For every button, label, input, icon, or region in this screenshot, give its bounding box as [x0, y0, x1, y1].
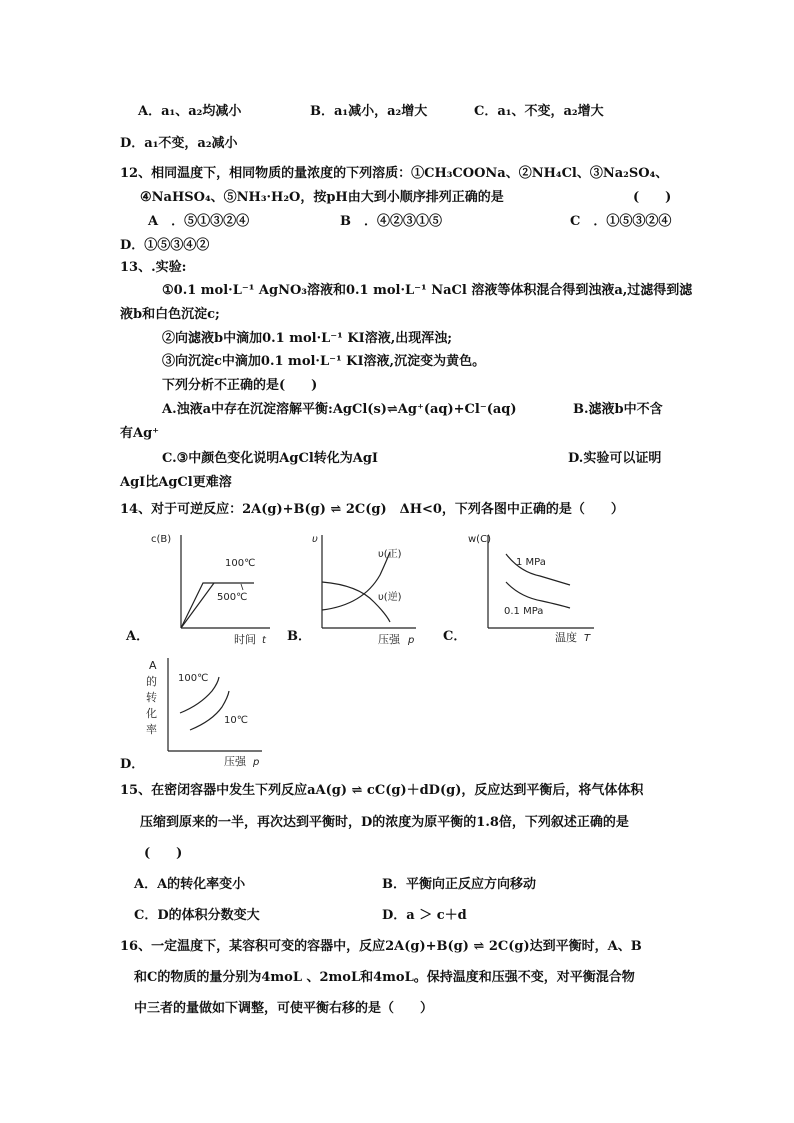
q13-option-b: B.滤液b中不含 [573, 402, 663, 417]
q12-stem-line2: ④NaHSO₄、⑤NH₃·H₂O，按pH由大到小顺序排列正确的是 [140, 190, 504, 205]
q14-letter-b: B． [287, 629, 311, 644]
q14-graph-d [140, 653, 265, 768]
q13-step1-line2: 液b和白色沉淀c; [120, 307, 220, 322]
q14-letter-c: C． [443, 629, 467, 644]
q12-option-c: C ．①⑤③②④ [570, 214, 672, 229]
q11-option-a: A．a₁、a₂均减小 [138, 104, 242, 119]
q15-option-a: A．A的转化率变小 [134, 877, 246, 892]
q14-letter-a: A． [126, 629, 150, 644]
graph-c-curve-1mpa: 1 MPa [516, 557, 546, 568]
q12-option-a: A ．⑤①③②④ [148, 214, 250, 229]
graph-a-curve-100c: 100℃ [225, 558, 256, 569]
graph-d-y-label-5: 率 [146, 723, 157, 736]
q13-stem: 13、.实验: [120, 260, 187, 275]
q14-stem: 14、对于可逆反应：2A(g)+B(g) ⇌ 2C(g) ΔH<0，下列各图中正确的是（ ） [120, 502, 624, 517]
q13-step3: ③向沉淀c中滴加0.1 mol·L⁻¹ KI溶液,沉淀变为黄色。 [162, 354, 486, 369]
q15-answer-paren: ( ) [144, 846, 183, 861]
q13-option-b-cont: 有Ag⁺ [120, 426, 160, 441]
q13-question: 下列分析不正确的是( ) [162, 378, 318, 393]
graph-b-curve-reverse: υ(逆) [378, 592, 402, 603]
q13-option-d: D.实验可以证明 [568, 451, 662, 466]
graph-d-y-label-3: 转 [146, 691, 157, 704]
graph-d-curve-10c: 10℃ [224, 715, 248, 726]
graph-b-curve-forward: υ(正) [378, 549, 402, 560]
graph-d-curve-100c: 100℃ [178, 673, 209, 684]
graph-a-x-label: 时间 [234, 633, 256, 645]
graph-c-y-label: w(C) [468, 534, 491, 545]
q14-graph-c [460, 530, 600, 645]
q15-option-c: C．D的体积分数变大 [134, 908, 260, 923]
q13-step2: ②向滤液b中滴加0.1 mol·L⁻¹ KI溶液,出现浑浊; [162, 331, 453, 346]
graph-b-x-var: p [408, 635, 415, 645]
graph-a-y-label: c(B) [151, 534, 172, 545]
graph-d-y-label-4: 化 [146, 707, 157, 720]
q16-stem-line2: 和C的物质的量分别为4moL 、2moL和4moL。保持温度和压强不变，对平衡混合物 [134, 970, 635, 985]
q12-stem-line1: 12、相同温度下，相同物质的量浓度的下列溶质：①CH₃COONa、②NH₄Cl、③Na₂SO₄、 [120, 166, 669, 181]
q13-option-c: C.③中颜色变化说明AgCl转化为AgI [162, 451, 379, 466]
q14-graph-a [146, 530, 274, 645]
graph-d-y-label-2: 的 [146, 675, 157, 688]
q14-graph-b [308, 530, 420, 645]
q13-step1-line1: ①0.1 mol·L⁻¹ AgNO₃溶液和0.1 mol·L⁻¹ NaCl 溶液等体积混合得到浊液a,过滤得到滤 [162, 283, 693, 298]
q13-option-d-cont: AgI比AgCl更难溶 [120, 475, 232, 490]
graph-c-curve-01mpa: 0.1 MPa [504, 606, 544, 617]
graph-c-x-var: T [584, 633, 591, 644]
graph-a-curve-500c: 500℃ [217, 592, 248, 603]
q15-option-d: D．a ＞ c＋d [382, 908, 467, 923]
graph-c-x-label: 温度 [555, 631, 577, 644]
graph-d-y-label-1: A [149, 659, 157, 672]
q15-stem-line1: 15、在密闭容器中发生下列反应aA(g) ⇌ cC(g)＋dD(g)，反应达到平衡后，将气体体积 [120, 783, 644, 798]
q11-option-d: D．a₁不变，a₂减小 [120, 136, 238, 151]
graph-d-x-label: 压强 [224, 755, 246, 768]
q12-option-b: B ．④②③①⑤ [340, 214, 442, 229]
q16-stem-line1: 16、一定温度下，某容积可变的容器中，反应2A(g)+B(g) ⇌ 2C(g)达到平衡时，A、B [120, 939, 642, 954]
q13-option-a: A.浊液a中存在沉淀溶解平衡:AgCl(s)⇌Ag⁺(aq)+Cl⁻(aq) [162, 402, 517, 417]
q15-option-b: B．平衡向正反应方向移动 [382, 877, 536, 892]
graph-b-y-label: υ [312, 534, 318, 545]
q14-letter-d: D． [120, 757, 145, 772]
q12-option-d: D．①⑤③④② [120, 238, 210, 253]
q16-stem-line3: 中三者的量做如下调整，可使平衡右移的是（ ） [134, 1001, 434, 1016]
graph-d-x-var: p [253, 757, 260, 768]
graph-a-x-var: t [262, 635, 266, 645]
q11-option-c: C．a₁、不变，a₂增大 [474, 104, 604, 119]
q11-option-b: B．a₁减小，a₂增大 [310, 104, 428, 119]
q12-answer-paren: ( ) [633, 190, 672, 205]
graph-b-x-label: 压强 [378, 633, 400, 645]
q15-stem-line2: 压缩到原来的一半，再次达到平衡时，D的浓度为原平衡的1.8倍，下列叙述正确的是 [140, 815, 629, 830]
